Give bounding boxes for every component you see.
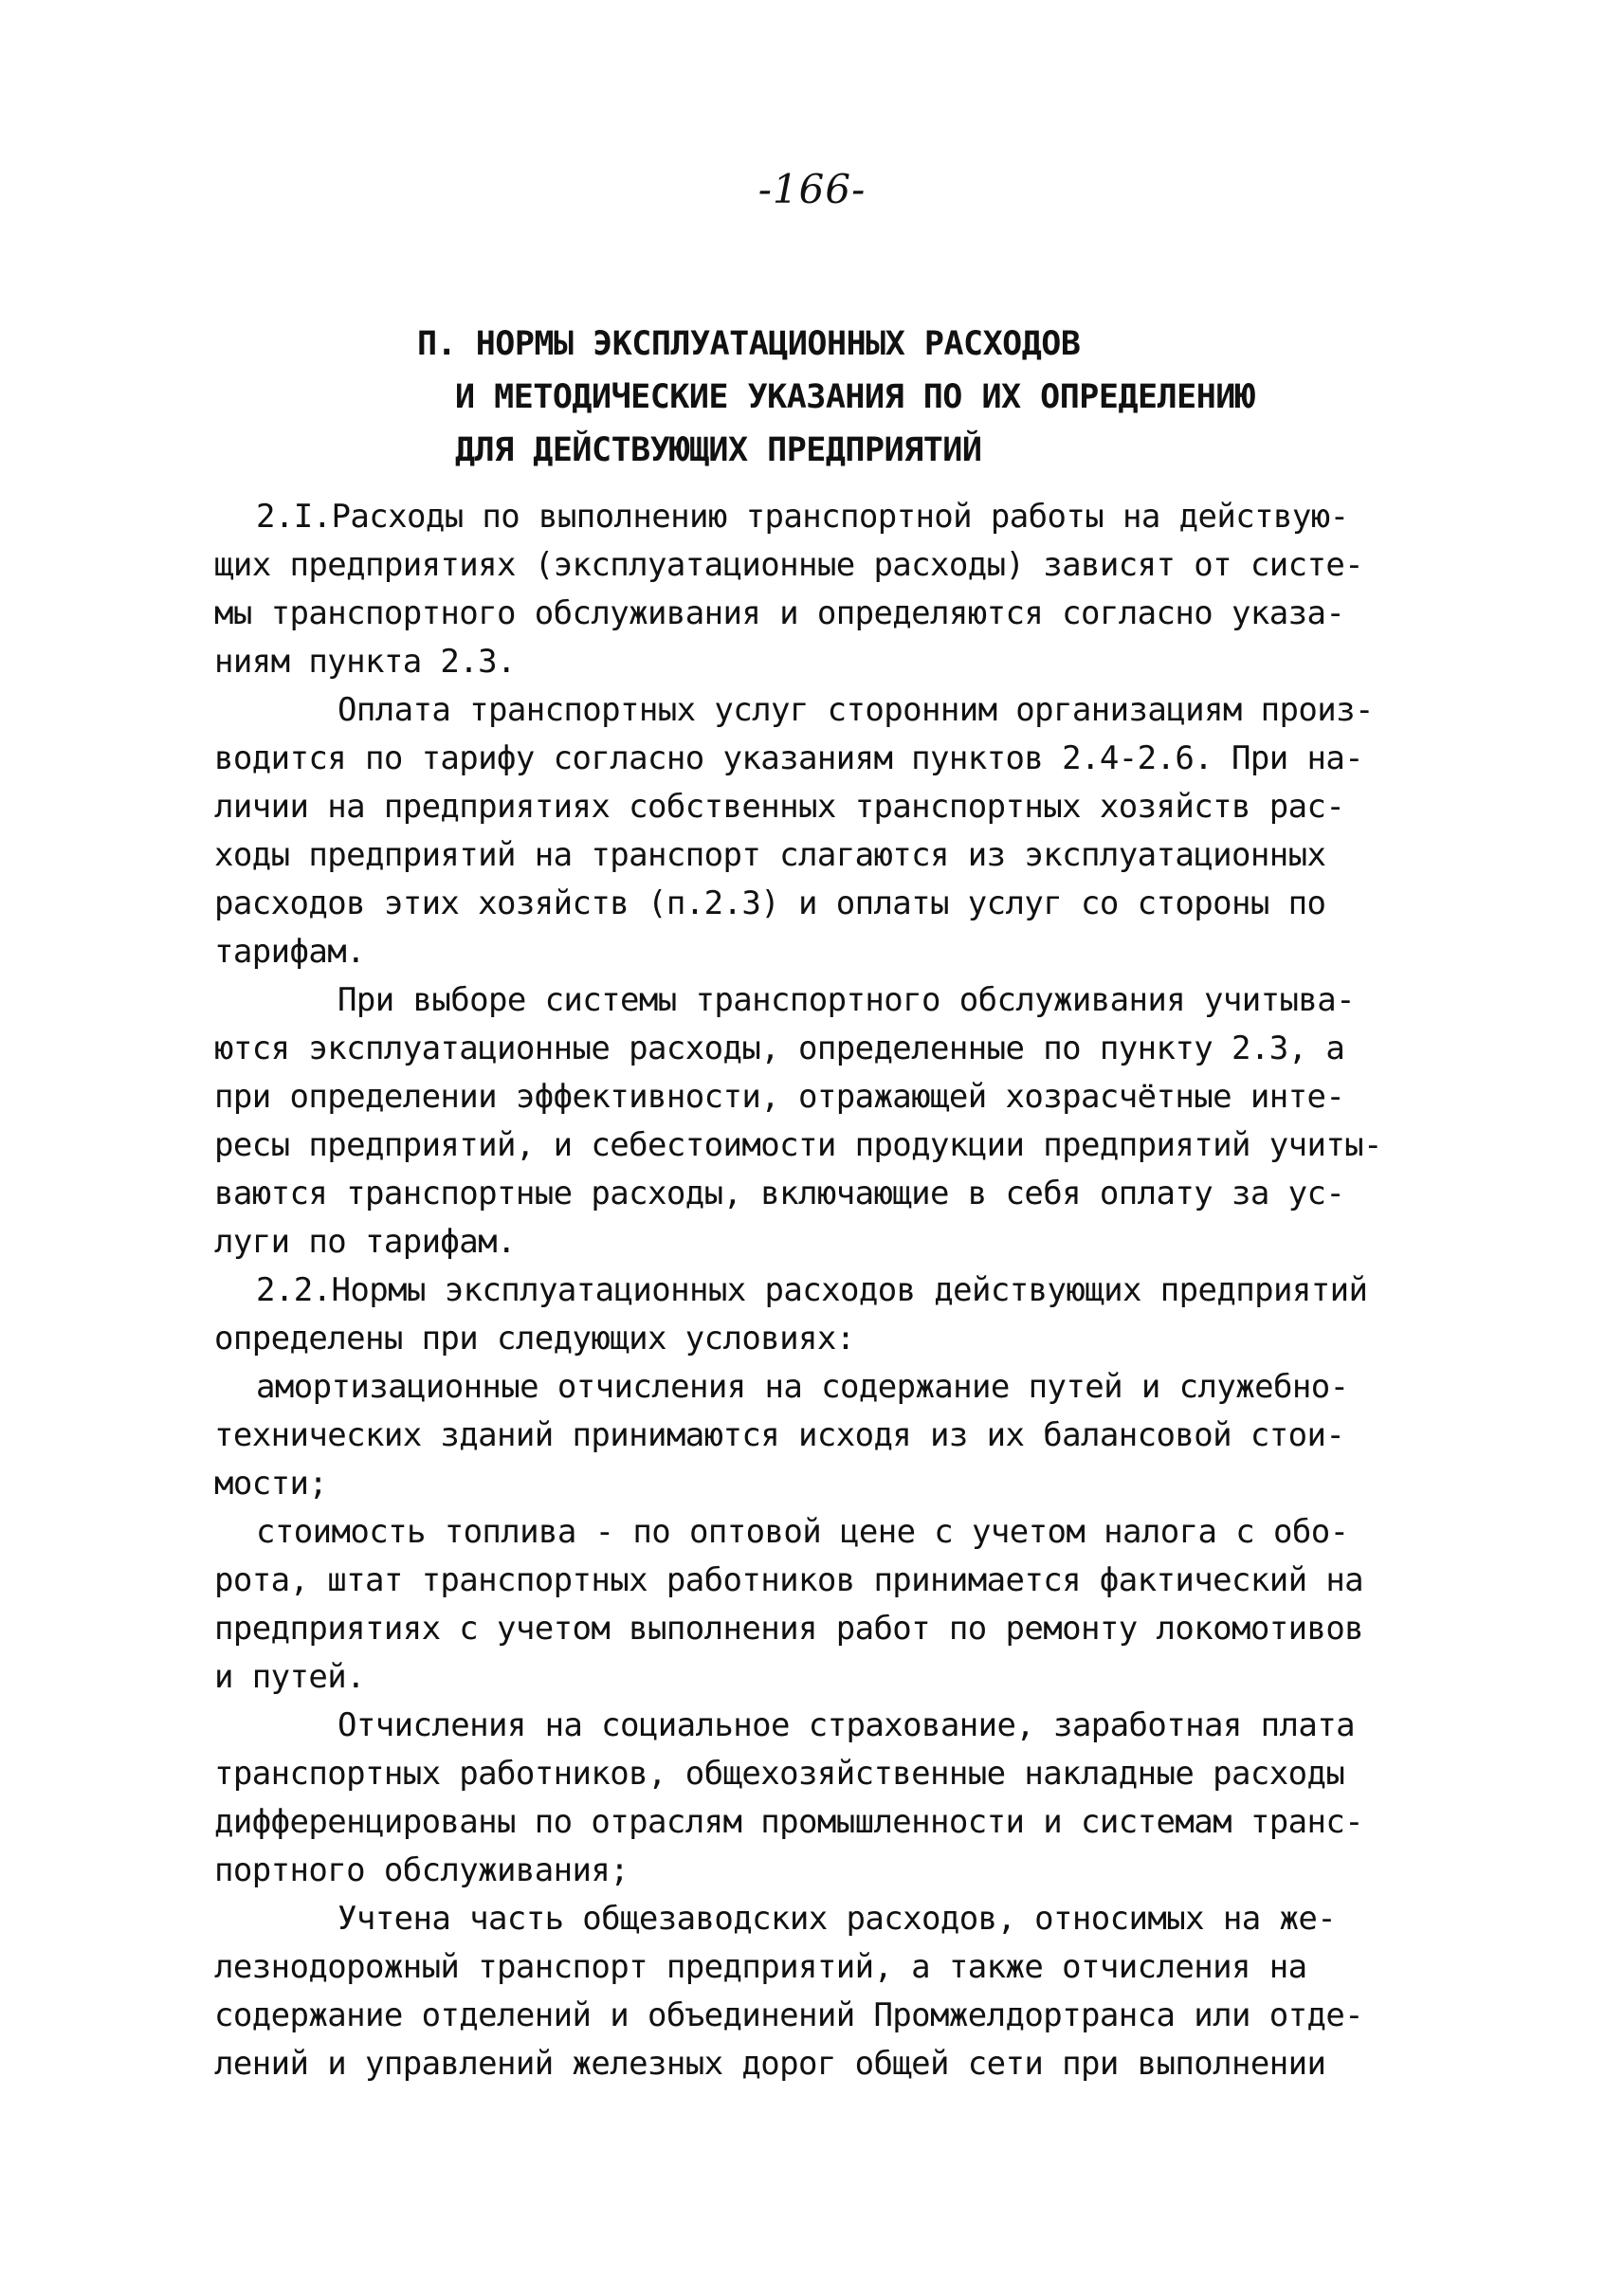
text-line: расходов этих хозяйств (п.2.3) и оплаты услуг со стороны по	[214, 884, 1326, 922]
text-line: мы транспортного обслуживания и определяются согласно указа-	[214, 594, 1345, 632]
body-text	[214, 493, 1447, 2088]
text-line: лезнодорожный транспорт предприятий, а также отчисления на	[214, 1948, 1307, 1986]
text-line: личии на предприятиях собственных транспортных хозяйств рас-	[214, 788, 1345, 826]
text-line: рота, штат транспортных работников принимается фактический на	[214, 1561, 1364, 1599]
text-line: определены при следующих условиях:	[214, 1320, 855, 1358]
section-heading	[417, 318, 1254, 477]
text-line: Отчисления на социальное страхование, заработная плата	[338, 1706, 1355, 1744]
text-line: ходы предприятий на транспорт слагаются из эксплуатационных	[214, 836, 1326, 874]
text-line: 2.2.Нормы эксплуатационных расходов действующих предприятий	[256, 1271, 1368, 1309]
text-line: 2.I.Расходы по выполнению транспортной работы на действую-	[256, 498, 1349, 536]
text-line: содержание отделений и объединений Промжелдортранса или отде-	[214, 1996, 1364, 2034]
heading-line-2: И МЕТОДИЧЕСКИЕ УКАЗАНИЯ ПО ИХ ОПРЕДЕЛЕНИЮ	[455, 378, 1255, 416]
text-line: ниям пункта 2.3.	[214, 643, 516, 681]
text-line: при определении эффективности, отражающей хозрасчётные инте-	[214, 1078, 1345, 1116]
text-line: ваются транспортные расходы, включающие в себя оплату за ус-	[214, 1175, 1345, 1212]
text-line: и путей.	[214, 1658, 365, 1696]
text-line: лений и управлений железных дорог общей сети при выполнении	[214, 2045, 1326, 2083]
text-line: стоимость топлива - по оптовой цене с учетом налога с обо-	[256, 1513, 1349, 1551]
heading-line-3: ДЛЯ ДЕЙСТВУЮЩИХ ПРЕДПРИЯТИЙ	[455, 431, 982, 469]
text-line: ресы предприятий, и себестоимости продукции предприятий учиты-	[214, 1126, 1382, 1164]
text-line: транспортных работников, общехозяйственные накладные расходы	[214, 1755, 1345, 1793]
text-line: При выборе системы транспортного обслуживания учитыва-	[338, 981, 1355, 1019]
text-line: тарифам.	[214, 933, 365, 971]
text-line: технических зданий принимаются исходя из их балансовой стои-	[214, 1416, 1345, 1454]
text-line: дифференцированы по отраслям промышленности и системам транс-	[214, 1803, 1364, 1841]
text-line: предприятиях с учетом выполнения работ по ремонту локомотивов	[214, 1610, 1364, 1648]
text-line: щих предприятиях (эксплуатационные расходы) зависят от систе-	[214, 546, 1364, 584]
page-number: -166-	[757, 166, 867, 212]
heading-line-1: П. НОРМЫ ЭКСПЛУАТАЦИОННЫХ РАСХОДОВ	[417, 325, 1081, 363]
text-line: Оплата транспортных услуг сторонним организациям произ-	[338, 691, 1374, 729]
text-line: портного обслуживания;	[214, 1851, 630, 1889]
text-line: мости;	[214, 1465, 328, 1503]
text-line: Учтена часть общезаводских расходов, относимых на же-	[338, 1900, 1337, 1938]
text-line: луги по тарифам.	[214, 1223, 516, 1261]
text-line: амортизационные отчисления на содержание путей и служебно-	[256, 1368, 1349, 1406]
text-line: водится по тарифу согласно указаниям пунктов 2.4-2.6. При на-	[214, 739, 1364, 777]
text-line: ются эксплуатационные расходы, определенные по пункту 2.3, а	[214, 1030, 1345, 1067]
